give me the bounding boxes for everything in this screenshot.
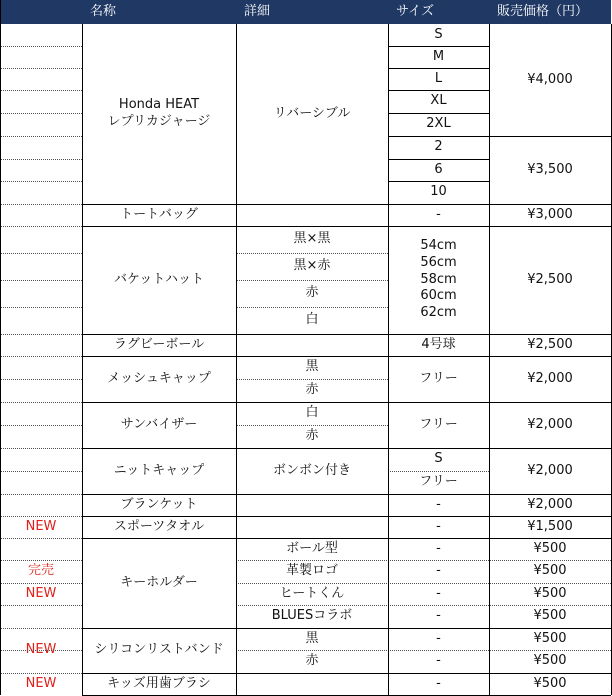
header-size: サイズ bbox=[388, 0, 489, 24]
detail-cell: 黒×黒 bbox=[293, 231, 331, 247]
row-divider bbox=[0, 159, 82, 160]
status-badge bbox=[0, 605, 82, 628]
price-cell: ¥3,500 bbox=[527, 161, 573, 177]
price-cell: ¥500 bbox=[533, 563, 567, 579]
product-name: トートバッグ bbox=[120, 206, 198, 222]
row-divider bbox=[0, 471, 82, 472]
size-cell: 10 bbox=[430, 184, 447, 200]
row-divider bbox=[236, 650, 611, 651]
row-divider bbox=[388, 68, 489, 69]
row-divider bbox=[0, 605, 82, 606]
size-cell: S bbox=[434, 451, 443, 467]
size-cell: - bbox=[436, 496, 441, 512]
price-cell: ¥2,000 bbox=[527, 462, 573, 478]
row-divider bbox=[82, 402, 611, 403]
row-divider bbox=[82, 356, 611, 357]
price-cell: ¥2,500 bbox=[527, 336, 573, 352]
row-divider bbox=[236, 425, 388, 426]
product-name: ニットキャップ bbox=[113, 462, 205, 478]
row-divider bbox=[388, 113, 489, 114]
row-divider bbox=[82, 516, 611, 517]
price-cell: ¥2,000 bbox=[527, 496, 573, 512]
price-cell: ¥4,000 bbox=[527, 71, 573, 87]
row-divider bbox=[388, 181, 489, 182]
price-cell: ¥500 bbox=[533, 608, 567, 624]
row-divider bbox=[0, 90, 82, 91]
row-divider bbox=[82, 673, 611, 674]
detail-cell: 赤 bbox=[305, 428, 319, 444]
product-name: ブランケット bbox=[120, 496, 198, 512]
row-divider bbox=[236, 307, 388, 308]
status-badge: NEW bbox=[25, 585, 57, 601]
row-divider bbox=[0, 226, 82, 227]
product-detail: リバーシブル bbox=[273, 105, 351, 121]
detail-cell: BLUESコラボ bbox=[271, 608, 353, 624]
detail-cell: ボンボン付き bbox=[272, 462, 351, 478]
row-divider bbox=[82, 538, 611, 539]
row-divider bbox=[0, 560, 82, 561]
status-badge bbox=[0, 538, 82, 560]
detail-cell: 黒 bbox=[305, 359, 319, 375]
price-cell: ¥500 bbox=[533, 630, 567, 646]
detail-cell: 白 bbox=[305, 405, 319, 421]
column-divider bbox=[489, 24, 490, 695]
row-divider bbox=[0, 136, 82, 137]
size-cell: フリー bbox=[419, 416, 458, 432]
row-divider bbox=[388, 90, 489, 91]
size-cell: - bbox=[436, 585, 441, 601]
column-divider bbox=[388, 24, 389, 695]
size-cell: 54cm 56cm 58cm 60cm 62cm bbox=[420, 237, 457, 321]
header-name: 名称 bbox=[82, 0, 236, 24]
detail-cell: 赤 bbox=[305, 653, 319, 669]
row-divider bbox=[0, 538, 82, 539]
price-cell: ¥2,000 bbox=[527, 370, 573, 386]
size-cell: XL bbox=[430, 93, 447, 109]
row-divider bbox=[82, 628, 611, 629]
size-cell: S bbox=[434, 26, 443, 42]
product-name: スポーツタオル bbox=[113, 518, 205, 534]
price-cell: ¥3,000 bbox=[527, 206, 573, 222]
detail-cell: 白 bbox=[305, 312, 319, 328]
status-badge: NEW bbox=[25, 642, 57, 658]
size-cell: - bbox=[436, 540, 441, 556]
row-divider bbox=[388, 471, 489, 472]
row-divider bbox=[0, 280, 82, 281]
row-divider bbox=[0, 46, 82, 47]
row-divider bbox=[82, 494, 611, 495]
row-divider bbox=[0, 356, 82, 357]
row-divider bbox=[0, 583, 82, 584]
detail-cell: ボール型 bbox=[286, 540, 338, 556]
size-cell: - bbox=[436, 206, 441, 222]
price-cell: ¥500 bbox=[533, 540, 567, 556]
product-name: Honda HEAT レプリカジャージ bbox=[107, 97, 211, 129]
row-divider bbox=[82, 226, 611, 227]
detail-cell: 赤 bbox=[305, 382, 319, 398]
row-divider bbox=[0, 402, 82, 403]
product-name: メッシュキャップ bbox=[107, 370, 211, 386]
size-cell: - bbox=[436, 608, 441, 624]
size-cell: - bbox=[436, 653, 441, 669]
detail-cell: 革製ロゴ bbox=[285, 563, 338, 579]
header-detail: 詳細 bbox=[236, 0, 388, 24]
price-cell: ¥500 bbox=[533, 675, 567, 691]
row-divider bbox=[236, 253, 388, 254]
row-divider bbox=[0, 181, 82, 182]
row-divider bbox=[82, 448, 611, 449]
price-cell: ¥500 bbox=[533, 585, 567, 601]
product-name: シリコンリストバンド bbox=[94, 642, 224, 658]
product-name: バケットハット bbox=[113, 271, 205, 287]
row-divider bbox=[236, 560, 611, 561]
header-blank bbox=[0, 0, 82, 24]
size-cell: フリー bbox=[419, 474, 458, 490]
size-cell: 6 bbox=[434, 161, 443, 177]
row-divider bbox=[236, 280, 388, 281]
row-divider bbox=[0, 253, 82, 254]
size-cell: - bbox=[436, 563, 441, 579]
price-cell: ¥2,000 bbox=[527, 416, 573, 432]
size-cell: 2XL bbox=[426, 116, 451, 132]
detail-cell: ヒートくん bbox=[279, 585, 345, 601]
row-divider bbox=[236, 379, 388, 380]
price-cell: ¥500 bbox=[533, 653, 567, 669]
size-cell: 4号球 bbox=[421, 336, 456, 352]
row-divider bbox=[0, 494, 82, 495]
status-badge: NEW bbox=[25, 518, 57, 534]
row-divider bbox=[0, 650, 82, 651]
product-name: サンバイザー bbox=[120, 416, 198, 432]
row-divider bbox=[236, 605, 611, 606]
row-divider bbox=[82, 334, 611, 335]
size-cell: L bbox=[434, 70, 443, 86]
row-divider bbox=[0, 379, 82, 380]
product-name: ラグビーボール bbox=[113, 336, 205, 352]
row-divider bbox=[388, 159, 489, 160]
product-name: キーホルダー bbox=[120, 574, 198, 590]
row-divider bbox=[0, 68, 82, 69]
size-cell: - bbox=[436, 675, 441, 691]
row-divider bbox=[0, 673, 82, 674]
size-cell: 2 bbox=[434, 139, 443, 155]
row-divider bbox=[388, 136, 611, 137]
row-divider bbox=[0, 628, 82, 629]
column-divider bbox=[82, 24, 83, 695]
row-divider bbox=[388, 46, 489, 47]
row-divider bbox=[0, 204, 82, 205]
row-divider bbox=[0, 448, 82, 449]
row-divider bbox=[236, 583, 611, 584]
column-divider bbox=[236, 24, 237, 695]
row-divider bbox=[0, 334, 82, 335]
header-price: 販売価格（円） bbox=[489, 0, 611, 24]
size-cell: フリー bbox=[419, 370, 458, 386]
size-cell: - bbox=[436, 630, 441, 646]
detail-cell: 黒 bbox=[305, 630, 319, 646]
detail-cell: 赤 bbox=[305, 285, 319, 301]
row-divider bbox=[0, 113, 82, 114]
detail-cell: 黒×赤 bbox=[293, 258, 331, 274]
product-name: キッズ用歯ブラシ bbox=[107, 675, 211, 691]
row-divider bbox=[0, 425, 82, 426]
status-badge: NEW bbox=[25, 675, 57, 691]
row-divider bbox=[0, 516, 82, 517]
price-cell: ¥2,500 bbox=[527, 271, 573, 287]
size-cell: M bbox=[432, 48, 445, 64]
size-cell: - bbox=[436, 518, 441, 534]
status-badge: 完売 bbox=[27, 563, 54, 579]
price-cell: ¥1,500 bbox=[527, 518, 573, 534]
column-divider bbox=[0, 0, 1, 695]
row-divider bbox=[82, 204, 611, 205]
row-divider bbox=[0, 307, 82, 308]
